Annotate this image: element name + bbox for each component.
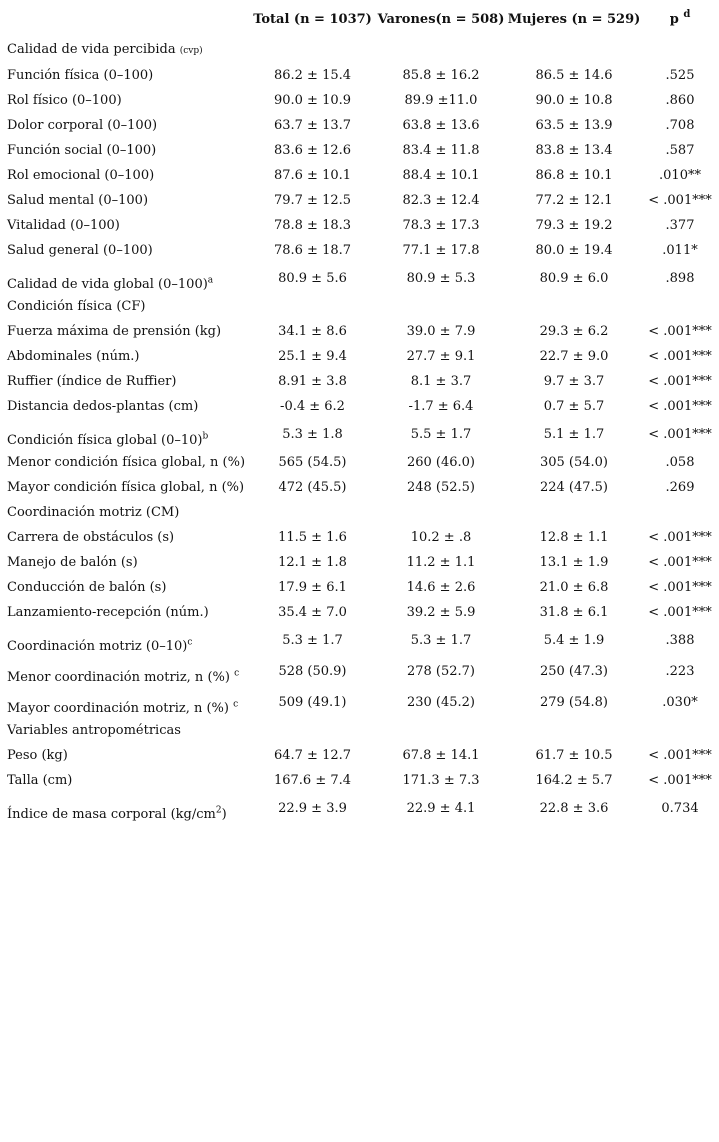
- mujeres-cell: [507, 718, 641, 743]
- varones-cell: -1.7 ± 6.4: [408, 399, 474, 414]
- p-value-cell: < .001***: [648, 374, 712, 389]
- varones-cell: [375, 500, 507, 525]
- row-label: Calidad de vida percibida: [7, 42, 180, 57]
- row-label-cell: [0, 113, 250, 138]
- row-label: Condición física (CF): [7, 299, 146, 314]
- row-label: Manejo de balón (s): [7, 555, 138, 570]
- row-label-cell: [0, 263, 250, 294]
- row-label-cell: [0, 63, 250, 88]
- mujeres-cell: 5.1 ± 1.7: [543, 427, 605, 442]
- varones-cell: 88.4 ± 10.1: [402, 168, 480, 183]
- row-label-cell: [0, 138, 250, 163]
- varones-cell: 82.3 ± 12.4: [402, 193, 480, 208]
- varones-cell: 89.9 ±11.0: [404, 93, 478, 108]
- varones-cell: 171.3 ± 7.3: [402, 773, 480, 788]
- mujeres-cell: 250 (47.3): [539, 664, 609, 679]
- varones-cell: 78.3 ± 17.3: [402, 218, 480, 233]
- varones-cell: 77.1 ± 17.8: [402, 243, 480, 258]
- table-row: [0, 768, 719, 793]
- p-value-cell: .587: [665, 143, 695, 158]
- row-label-cell: [0, 600, 250, 625]
- row-label: Menor condición física global, n (%): [7, 455, 246, 470]
- row-label-cell: [0, 450, 250, 475]
- row-label-cell: [0, 188, 250, 213]
- table-row: [0, 656, 719, 687]
- row-label: Dolor corporal (0–100): [7, 118, 158, 133]
- row-label: Mayor coordinación motriz, n (%): [7, 701, 234, 716]
- p-value-cell: .377: [665, 218, 695, 233]
- varones-cell: 278 (52.7): [406, 664, 476, 679]
- row-label-cell: [0, 575, 250, 600]
- section-label-cell: [0, 294, 250, 319]
- table-row: [0, 163, 719, 188]
- mujeres-cell: 83.8 ± 13.4: [535, 143, 613, 158]
- total-cell: 472 (45.5): [278, 480, 347, 495]
- table-row: [0, 475, 719, 500]
- varones-cell: 230 (45.2): [406, 695, 476, 710]
- p-value-cell: [641, 500, 719, 525]
- table-row: [0, 263, 719, 294]
- header-total: Total (n = 1037): [253, 11, 372, 27]
- row-label: Distancia dedos-plantas (cm): [7, 399, 199, 414]
- p-value-cell: .388: [665, 633, 695, 648]
- table-row: [0, 575, 719, 600]
- row-label: Ruffier (índice de Ruffier): [7, 374, 177, 389]
- total-cell: 12.1 ± 1.8: [278, 555, 347, 570]
- total-cell: 78.8 ± 18.3: [273, 218, 352, 233]
- row-label: Salud mental (0–100): [7, 193, 149, 208]
- total-cell: 87.6 ± 10.1: [273, 168, 352, 183]
- total-cell: 83.6 ± 12.6: [273, 143, 352, 158]
- varones-cell: 39.0 ± 7.9: [406, 324, 476, 339]
- section-label-cell: [0, 718, 250, 743]
- varones-cell: [375, 718, 507, 743]
- p-value-cell: < .001***: [648, 555, 712, 570]
- p-value-cell: < .001***: [648, 580, 712, 595]
- total-cell: 34.1 ± 8.6: [278, 324, 347, 339]
- mujeres-cell: 9.7 ± 3.7: [543, 374, 605, 389]
- total-cell: 22.9 ± 3.9: [278, 801, 347, 816]
- header-p-sup: d: [683, 8, 691, 20]
- row-label-suffix: ): [221, 807, 227, 822]
- varones-cell: 63.8 ± 13.6: [402, 118, 480, 133]
- p-value-cell: .269: [665, 480, 695, 495]
- mujeres-cell: 279 (54.8): [539, 695, 609, 710]
- row-label: Fuerza máxima de prensión (kg): [7, 324, 222, 339]
- p-value-cell: 0.734: [661, 801, 699, 816]
- total-cell: [250, 718, 375, 743]
- total-cell: 8.91 ± 3.8: [278, 374, 347, 389]
- mujeres-cell: 90.0 ± 10.8: [535, 93, 613, 108]
- total-cell: 78.6 ± 18.7: [273, 243, 352, 258]
- p-value-cell: < .001***: [648, 748, 712, 763]
- total-cell: -0.4 ± 6.2: [280, 399, 345, 414]
- row-label: Función física (0–100): [7, 68, 154, 83]
- row-label-superscript: 2: [215, 805, 222, 816]
- p-value-cell: < .001***: [648, 349, 712, 364]
- table-row: [0, 188, 719, 213]
- varones-cell: 22.9 ± 4.1: [406, 801, 476, 816]
- table-row: [0, 550, 719, 575]
- varones-cell: 10.2 ± .8: [410, 530, 472, 545]
- total-cell: 90.0 ± 10.9: [273, 93, 352, 108]
- row-label-cell: [0, 656, 250, 687]
- varones-cell: 260 (46.0): [406, 455, 476, 470]
- row-label-superscript: c: [187, 637, 193, 648]
- section-row: [0, 294, 719, 319]
- table-row: [0, 319, 719, 344]
- varones-cell: 80.9 ± 5.3: [406, 271, 476, 286]
- table-row: [0, 138, 719, 163]
- mujeres-cell: 77.2 ± 12.1: [535, 193, 613, 208]
- row-label: Coordinación motriz (0–10): [7, 639, 188, 654]
- row-label: Índice de masa corporal (kg/cm: [7, 807, 216, 822]
- mujeres-cell: 224 (47.5): [539, 480, 609, 495]
- mujeres-cell: [507, 294, 641, 319]
- mujeres-cell: 22.7 ± 9.0: [539, 349, 609, 364]
- p-value-cell: < .001***: [648, 605, 712, 620]
- row-label: Lanzamiento-recepción (núm.): [7, 605, 209, 620]
- p-value-cell: < .001***: [648, 773, 712, 788]
- varones-cell: 39.2 ± 5.9: [406, 605, 476, 620]
- mujeres-cell: 79.3 ± 19.2: [535, 218, 613, 233]
- row-label: Menor coordinación motriz, n (%): [7, 670, 235, 685]
- section-row: [0, 38, 719, 63]
- section-label-cell: [0, 38, 250, 63]
- total-cell: 25.1 ± 9.4: [278, 349, 347, 364]
- total-cell: 79.7 ± 12.5: [273, 193, 352, 208]
- p-value-cell: .525: [665, 68, 695, 83]
- header-p: [641, 0, 719, 38]
- total-cell: [250, 294, 375, 319]
- row-label-cell: [0, 550, 250, 575]
- total-cell: 11.5 ± 1.6: [278, 530, 347, 545]
- row-label-superscript: a: [207, 275, 214, 286]
- row-label: Abdominales (núm.): [7, 349, 140, 364]
- p-value-cell: < .001***: [648, 530, 712, 545]
- mujeres-cell: 21.0 ± 6.8: [539, 580, 609, 595]
- varones-cell: 83.4 ± 11.8: [402, 143, 480, 158]
- table-row: [0, 113, 719, 138]
- row-label-cell: [0, 525, 250, 550]
- mujeres-cell: 29.3 ± 6.2: [539, 324, 609, 339]
- row-label: Calidad de vida global (0–100): [7, 277, 208, 292]
- p-value-cell: < .001***: [648, 193, 712, 208]
- total-cell: 5.3 ± 1.8: [282, 427, 343, 442]
- header-label: [0, 0, 250, 38]
- row-label: Conducción de balón (s): [7, 580, 167, 595]
- p-value-cell: < .001***: [648, 399, 712, 414]
- row-label-cell: [0, 419, 250, 450]
- row-label-cell: [0, 319, 250, 344]
- p-value-cell: .030*: [662, 695, 698, 710]
- mujeres-cell: 22.8 ± 3.6: [539, 801, 609, 816]
- total-cell: 63.7 ± 13.7: [273, 118, 352, 133]
- table-row: [0, 687, 719, 718]
- row-label: Variables antropométricas: [7, 723, 181, 738]
- table-row: [0, 450, 719, 475]
- total-cell: 5.3 ± 1.7: [282, 633, 343, 648]
- row-label-cell: [0, 213, 250, 238]
- p-value-cell: [641, 294, 719, 319]
- mujeres-cell: 164.2 ± 5.7: [535, 773, 613, 788]
- row-label: Condición física global (0–10): [7, 433, 203, 448]
- varones-cell: 14.6 ± 2.6: [406, 580, 476, 595]
- row-label: Rol emocional (0–100): [7, 168, 155, 183]
- table-row: [0, 625, 719, 656]
- mujeres-cell: 12.8 ± 1.1: [539, 530, 609, 545]
- varones-cell: [375, 294, 507, 319]
- mujeres-cell: 63.5 ± 13.9: [535, 118, 613, 133]
- total-cell: [250, 500, 375, 525]
- table-row: [0, 344, 719, 369]
- p-value-cell: < .001***: [648, 324, 712, 339]
- table-row: [0, 213, 719, 238]
- p-value-cell: .860: [665, 93, 695, 108]
- row-label: Función social (0–100): [7, 143, 157, 158]
- mujeres-cell: 31.8 ± 6.1: [539, 605, 609, 620]
- varones-cell: 8.1 ± 3.7: [410, 374, 472, 389]
- row-label-cell: [0, 163, 250, 188]
- row-label-cell: [0, 625, 250, 656]
- total-cell: 528 (50.9): [278, 664, 347, 679]
- row-label: Talla (cm): [7, 773, 73, 788]
- p-value-cell: .708: [665, 118, 695, 133]
- mujeres-cell: 0.7 ± 5.7: [543, 399, 605, 414]
- varones-cell: 5.3 ± 1.7: [410, 633, 472, 648]
- varones-cell: 11.2 ± 1.1: [406, 555, 476, 570]
- total-cell: 17.9 ± 6.1: [278, 580, 347, 595]
- row-label-cell: [0, 768, 250, 793]
- table-row: [0, 88, 719, 113]
- total-cell: 80.9 ± 5.6: [278, 271, 347, 286]
- row-label-cell: [0, 475, 250, 500]
- row-label-cell: [0, 687, 250, 718]
- table-row: [0, 793, 719, 824]
- total-cell: 565 (54.5): [278, 455, 347, 470]
- total-cell: 167.6 ± 7.4: [273, 773, 352, 788]
- row-label-abbrev: (cvp): [179, 46, 203, 56]
- table-row: [0, 600, 719, 625]
- varones-cell: [375, 38, 507, 63]
- row-label: Mayor condición física global, n (%): [7, 480, 245, 495]
- header-mujeres: Mujeres (n = 529): [507, 11, 641, 27]
- mujeres-cell: 80.0 ± 19.4: [535, 243, 613, 258]
- table-row: [0, 238, 719, 263]
- varones-cell: 85.8 ± 16.2: [402, 68, 480, 83]
- varones-cell: 27.7 ± 9.1: [406, 349, 476, 364]
- p-value-cell: .010**: [659, 168, 701, 183]
- row-label: Peso (kg): [7, 748, 68, 763]
- row-label: Coordinación motriz (CM): [7, 505, 180, 520]
- row-label-superscript: c: [233, 699, 239, 710]
- table-row: [0, 394, 719, 419]
- p-value-cell: .898: [665, 271, 695, 286]
- table-row: [0, 743, 719, 768]
- p-value-cell: .011*: [662, 243, 698, 258]
- mujeres-cell: [507, 38, 641, 63]
- section-row: [0, 718, 719, 743]
- total-cell: 64.7 ± 12.7: [273, 748, 352, 763]
- p-value-cell: [641, 718, 719, 743]
- mujeres-cell: 86.8 ± 10.1: [535, 168, 613, 183]
- row-label-cell: [0, 88, 250, 113]
- row-label-cell: [0, 344, 250, 369]
- total-cell: 86.2 ± 15.4: [273, 68, 352, 83]
- row-label-cell: [0, 743, 250, 768]
- mujeres-cell: 5.4 ± 1.9: [543, 633, 605, 648]
- total-cell: 35.4 ± 7.0: [278, 605, 347, 620]
- varones-cell: 67.8 ± 14.1: [402, 748, 480, 763]
- row-label: Vitalidad (0–100): [7, 218, 120, 233]
- p-value-cell: .223: [665, 664, 695, 679]
- row-label-superscript: c: [234, 668, 240, 679]
- mujeres-cell: 61.7 ± 10.5: [535, 748, 613, 763]
- header-p-text: p: [669, 11, 679, 27]
- p-value-cell: [641, 38, 719, 63]
- section-row: [0, 500, 719, 525]
- row-label-cell: [0, 394, 250, 419]
- row-label: Salud general (0–100): [7, 243, 153, 258]
- mujeres-cell: 305 (54.0): [539, 455, 609, 470]
- mujeres-cell: [507, 500, 641, 525]
- table-body: [0, 38, 719, 824]
- total-cell: 509 (49.1): [278, 695, 347, 710]
- row-label-cell: [0, 369, 250, 394]
- mujeres-cell: 86.5 ± 14.6: [535, 68, 613, 83]
- row-label: Rol físico (0–100): [7, 93, 122, 108]
- varones-cell: 5.5 ± 1.7: [410, 427, 472, 442]
- table-row: [0, 369, 719, 394]
- p-value-cell: .058: [665, 455, 695, 470]
- table-row: [0, 419, 719, 450]
- section-label-cell: [0, 500, 250, 525]
- mujeres-cell: 13.1 ± 1.9: [539, 555, 609, 570]
- mujeres-cell: 80.9 ± 6.0: [539, 271, 609, 286]
- row-label-superscript: b: [202, 431, 209, 442]
- row-label-cell: [0, 793, 250, 824]
- table-header-row: [0, 0, 719, 38]
- p-value-cell: < .001***: [648, 427, 712, 442]
- varones-cell: 248 (52.5): [406, 480, 476, 495]
- header-varones: Varones(n = 508): [377, 11, 505, 27]
- table-row: [0, 63, 719, 88]
- table-row: [0, 525, 719, 550]
- total-cell: [250, 38, 375, 63]
- row-label: Carrera de obstáculos (s): [7, 530, 175, 545]
- row-label-cell: [0, 238, 250, 263]
